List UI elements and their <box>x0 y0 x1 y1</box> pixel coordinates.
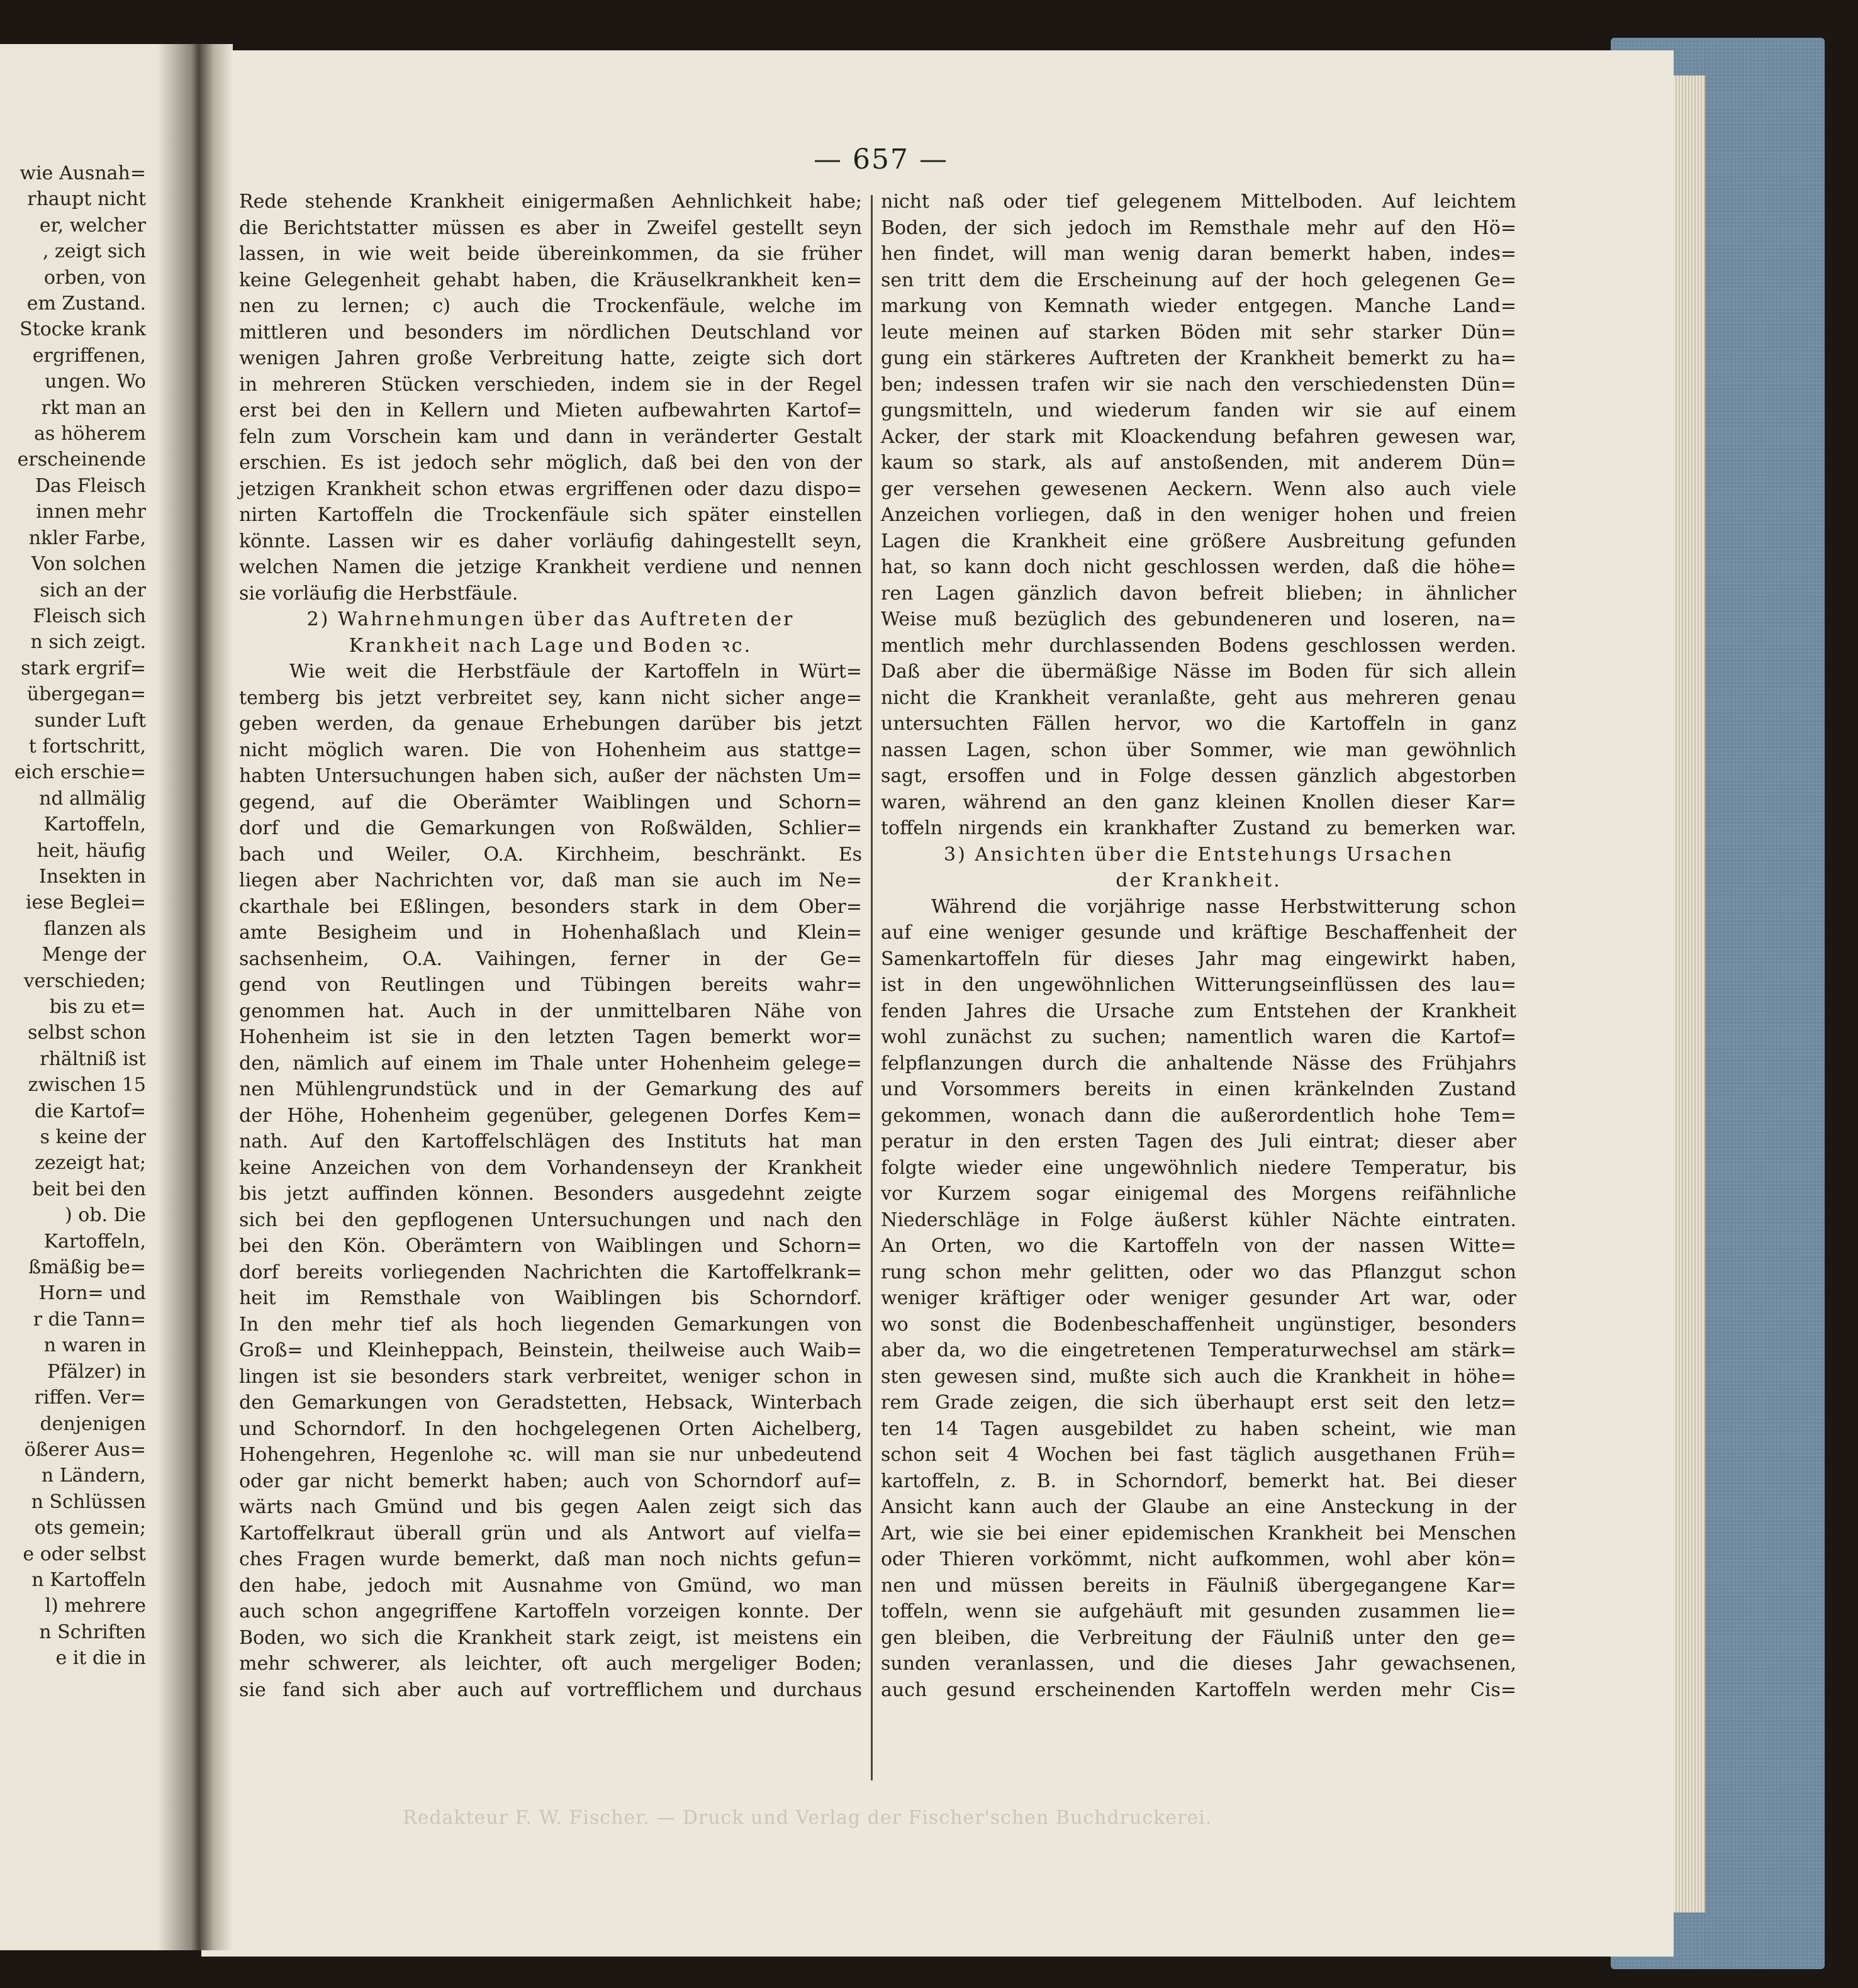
text-line: sie vorläufig die Herbstfäule. <box>239 582 518 605</box>
left-page-line: em Zustand. <box>26 293 146 315</box>
text-line: mentlich mehr durchlassenden Bodens geschlossen werden. <box>881 634 1516 657</box>
text-line: sunden veranlassen, und die dieses Jahr gewachsenen, <box>881 1653 1516 1675</box>
left-page-line: e oder selbst <box>23 1543 146 1565</box>
text-line: sagt, ersoffen und in Folge dessen gänzlich abgestorben <box>881 765 1516 787</box>
text-line: felpflanzungen durch die anhaltende Nässe des Frühjahrs <box>881 1052 1516 1075</box>
text-line: nicht die Krankheit veranlaßte, geht aus mehreren genau <box>881 686 1516 709</box>
text-line: nirten Kartoffeln die Trockenfäule sich später einstellen <box>239 504 862 526</box>
left-page-line: Horn= und <box>38 1282 146 1305</box>
left-page-line: n Schlüssen <box>31 1490 146 1513</box>
text-line: Niederschläge in Folge äußerst kühler Nächte eintraten. <box>881 1209 1516 1231</box>
text-line: 2) Wahrnehmungen über das Auftreten der <box>306 608 795 630</box>
text-line: sen tritt dem die Erscheinung auf der hoch gelegenen Ge= <box>881 269 1516 291</box>
text-line: rung schon mehr gelitten, oder wo das Pflanzgut schon <box>881 1261 1516 1283</box>
text-line: bis jetzt auffinden können. Besonders ausgedehnt zeigte <box>239 1183 862 1205</box>
text-line: feln zum Vorschein kam und dann in veränderter Gestalt <box>239 425 862 448</box>
text-line: keine Gelegenheit gehabt haben, die Kräuselkrankheit ken= <box>239 269 862 291</box>
text-line: oder Thieren vorkömmt, nicht aufkommen, wohl aber kön= <box>881 1548 1516 1570</box>
text-line: den Gemarkungen von Geradstetten, Hebsack, Winterbach <box>239 1392 862 1414</box>
text-line: und Vorsommers bereits in einen kränkelnden Zustand <box>881 1078 1516 1100</box>
text-line: aber da, wo die eingetretenen Temperaturwechsel am stärk= <box>881 1339 1516 1361</box>
text-line: Krankheit nach Lage und Boden ꝛc. <box>349 634 753 657</box>
text-line: wärts nach Gmünd und bis gegen Aalen zeigt sich das <box>239 1496 862 1518</box>
text-line: wenigen Jahren große Verbreitung hatte, zeigte sich dort <box>239 347 862 369</box>
left-page-line: r die Tann= <box>33 1308 146 1331</box>
text-line: Ansicht kann auch der Glaube an eine Ansteckung in der <box>881 1496 1516 1518</box>
printer-footer: Redakteur F. W. Fischer. — Druck und Verlag der Fischer'schen Buchdruckerei. <box>403 1807 1212 1829</box>
text-line: Weise muß bezüglich des gebundeneren und loseren, na= <box>881 608 1516 630</box>
text-line: könnte. Lassen wir es daher vorläufig dahingestellt seyn, <box>239 530 862 552</box>
left-page-line: l) mehrere <box>45 1595 146 1617</box>
text-line: nen und müssen bereits in Fäulniß übergegangene Kar= <box>881 1574 1516 1597</box>
book-gutter <box>157 44 233 1950</box>
left-page-line: stark ergrif= <box>21 657 146 679</box>
left-page-line: bis zu et= <box>49 996 146 1018</box>
text-line: ren Lagen gänzlich davon befreit blieben; in ähnlicher <box>881 582 1516 605</box>
left-page-line: beit bei den <box>32 1178 146 1200</box>
text-line: habten Untersuchungen haben sich, außer der nächsten Um= <box>239 765 862 787</box>
text-line: auch gesund erscheinenden Kartoffeln werden mehr Cis= <box>881 1678 1516 1701</box>
column-divider <box>871 195 873 1780</box>
text-line: sich bei den gepflogenen Untersuchungen und nach den <box>239 1209 862 1231</box>
left-page-line: s keine der <box>40 1126 146 1149</box>
text-line: schon seit 4 Wochen bei fast täglich ausgethanen Früh= <box>881 1444 1516 1466</box>
left-page-line: rhaupt nicht <box>27 188 146 211</box>
left-page-line: die Kartof= <box>34 1100 146 1122</box>
left-page-line: nkler Farbe, <box>28 527 146 549</box>
left-page-line: ) ob. Die <box>65 1204 146 1227</box>
text-line: jetzigen Krankheit schon etwas ergriffenen oder dazu dispo= <box>239 477 862 500</box>
left-page-line: übergegan= <box>26 683 146 706</box>
text-line: Boden, wo sich die Krankheit stark zeigt, ist meistens ein <box>239 1626 862 1649</box>
text-line: ches Fragen wurde bemerkt, daß man noch nichts gefun= <box>239 1548 862 1570</box>
text-line: amte Besigheim und in Hohenhaßlach und Klein= <box>239 922 862 944</box>
left-page-line: ots gemein; <box>34 1517 146 1539</box>
left-page-line: t fortschritt, <box>28 735 146 757</box>
text-line: sachsenheim, O.A. Vaihingen, ferner in der Ge= <box>239 947 862 970</box>
text-line: dorf und die Gemarkungen von Roßwälden, Schlier= <box>239 817 862 839</box>
text-line: ger versehen gewesenen Aeckern. Wenn also auch viele <box>881 477 1516 500</box>
text-line: fenden Jahres die Ursache zum Entstehen der Krankheit <box>881 1000 1516 1022</box>
left-page-line: ßmäßig be= <box>28 1256 146 1279</box>
left-page-line: orben, von <box>43 266 146 289</box>
text-line: Hohengehren, Hegenlohe ꝛc. will man sie nur unbedeutend <box>239 1444 862 1466</box>
text-line: folgte wieder eine ungewöhnlich niedere Temperatur, bis <box>881 1156 1516 1179</box>
left-page-line: Das Fleisch <box>35 474 146 497</box>
text-line: mehr schwerer, als leichter, oft auch mergeliger Boden; <box>239 1653 862 1675</box>
text-line: kartoffeln, z. B. in Schorndorf, bemerkt hat. Bei dieser <box>881 1470 1516 1492</box>
text-line: peratur in den ersten Tagen des Juli eintrat; dieser aber <box>881 1131 1516 1153</box>
left-page-text <box>0 160 146 1672</box>
left-page-line: Stocke krank <box>20 318 146 341</box>
text-line: leute meinen auf starken Böden mit sehr starker Dün= <box>881 321 1516 343</box>
text-column-right <box>881 189 1516 1703</box>
text-line: auf eine weniger gesunde und kräftige Beschaffenheit der <box>881 922 1516 944</box>
text-line: nassen Lagen, schon über Sommer, wie man gewöhnlich <box>881 739 1516 761</box>
text-line: toffeln, wenn sie aufgehäuft mit gesunden zusammen lie= <box>881 1600 1516 1622</box>
text-line: nen zu lernen; c) auch die Trockenfäule, welche im <box>239 295 862 317</box>
text-line: Art, wie sie bei einer epidemischen Krankheit bei Menschen <box>881 1522 1516 1544</box>
left-page-line: eich erschie= <box>14 761 146 784</box>
left-page-line: innen mehr <box>36 501 146 523</box>
text-line: Kartoffelkraut überall grün und als Antwort auf vielfa= <box>239 1522 862 1544</box>
text-column-left <box>239 189 862 1703</box>
text-line: ckarthale bei Eßlingen, besonders stark in dem Ober= <box>239 895 862 918</box>
text-line: gung ein stärkeres Auftreten der Krankheit bemerkt zu ha= <box>881 347 1516 369</box>
text-line: temberg bis jetzt verbreitet sey, kann nicht sicher ange= <box>239 686 862 709</box>
text-line: ist in den ungewöhnlichen Witterungseinflüssen des lau= <box>881 974 1516 996</box>
text-line: gungsmitteln, und wiederum fanden wir sie auf einem <box>881 399 1516 422</box>
text-line: 3) Ansichten über die Entstehungs Ursachen <box>943 843 1454 866</box>
text-line: keine Anzeichen von dem Vorhandenseyn der Krankheit <box>239 1156 862 1179</box>
left-page-line: Kartoffeln, <box>43 813 146 836</box>
left-page-line: ößerer Aus= <box>24 1438 146 1461</box>
left-page-line: Von solchen <box>31 553 146 576</box>
left-page-line: ungen. Wo <box>45 371 146 393</box>
text-line: Boden, der sich jedoch im Remsthale mehr auf den Hö= <box>881 216 1516 239</box>
left-page-line: Fleisch sich <box>33 605 146 627</box>
left-page-line: heit, häufig <box>36 839 146 862</box>
page-number: — 657 — <box>814 143 948 176</box>
text-line: rem Grade zeigen, die sich überhaupt erst seit den letz= <box>881 1392 1516 1414</box>
text-line: gend von Reutlingen und Tübingen bereits wahr= <box>239 974 862 996</box>
text-line: die Berichtstatter müssen es aber in Zweifel gestellt seyn <box>239 216 862 239</box>
text-line: sten gewesen sind, mußte sich auch die Krankheit in höhe= <box>881 1365 1516 1388</box>
text-line: untersuchten Fällen hervor, wo die Kartoffeln in ganz <box>881 713 1516 735</box>
left-page-line: Kartoffeln, <box>43 1230 146 1253</box>
text-line: wo sonst die Bodenbeschaffenheit ungünstiger, besonders <box>881 1313 1516 1336</box>
text-line: in mehreren Stücken verschieden, indem sie in der Regel <box>239 373 862 396</box>
left-page-line: erscheinende <box>17 449 146 471</box>
left-page-line: zwischen 15 <box>28 1074 146 1097</box>
text-line: Lagen die Krankheit eine größere Ausbreitung gefunden <box>881 530 1516 552</box>
text-line: Anzeichen vorliegen, daß in den weniger hohen und freien <box>881 504 1516 526</box>
text-line: Daß aber die übermäßige Nässe im Boden für sich allein <box>881 661 1516 683</box>
text-line: welchen Namen die jetzige Krankheit verdiene und nennen <box>239 556 862 578</box>
text-line: weniger kräftiger oder weniger gesunder Art war, oder <box>881 1287 1516 1309</box>
text-line: kaum so stark, als auf anstoßenden, mit anderem Dün= <box>881 452 1516 474</box>
text-line: wohl zunächst zu suchen; namentlich waren die Kartof= <box>881 1026 1516 1048</box>
text-line: bei den Kön. Oberämtern von Waiblingen und Schorn= <box>239 1235 862 1257</box>
text-line: heit im Remsthale von Waiblingen bis Schorndorf. <box>239 1287 862 1309</box>
text-line: waren, während an den ganz kleinen Knollen dieser Kar= <box>881 791 1516 813</box>
left-page-line: , zeigt sich <box>42 240 146 263</box>
text-line: liegen aber Nachrichten vor, daß man sie auch im Ne= <box>239 869 862 891</box>
text-line: Wie weit die Herbstfäule der Kartoffeln in Würt= <box>289 661 862 683</box>
left-page-line: Insekten in <box>38 865 146 888</box>
text-line: oder gar nicht bemerkt haben; auch von Schorndorf auf= <box>239 1470 862 1492</box>
left-page-line: sunder Luft <box>34 709 146 732</box>
text-line: den, nämlich auf einem im Thale unter Hohenheim gelege= <box>239 1052 862 1075</box>
text-line: auch schon angegriffene Kartoffeln vorzeigen konnte. Der <box>239 1600 862 1622</box>
left-page-line: wie Ausnah= <box>20 162 146 184</box>
text-line: dorf bereits vorliegenden Nachrichten die Kartoffelkrank= <box>239 1261 862 1283</box>
left-page-line: rkt man an <box>41 396 146 419</box>
text-line: mittleren und besonders im nördlichen Deutschland vor <box>239 321 862 343</box>
left-page-line: riffen. Ver= <box>34 1387 146 1409</box>
text-line: erst bei den in Kellern und Mieten aufbewahrten Kartof= <box>239 399 862 422</box>
text-line: nen Mühlengrundstück und in der Gemarkung des auf <box>239 1078 862 1100</box>
text-line: toffeln nirgends ein krankhafter Zustand zu bemerken war. <box>881 817 1516 839</box>
left-page-line: selbst schon <box>28 1022 146 1044</box>
text-line: An Orten, wo die Kartoffeln von der nassen Witte= <box>881 1235 1516 1257</box>
left-page-line: n Schriften <box>39 1621 146 1643</box>
text-line: gegend, auf die Oberämter Waiblingen und Schorn= <box>239 791 862 813</box>
text-line: der Krankheit. <box>1116 869 1282 891</box>
text-line: nath. Auf den Kartoffelschlägen des Instituts hat man <box>239 1131 862 1153</box>
left-page-line: nd allmälig <box>39 787 146 810</box>
left-page-line: flanzen als <box>43 917 146 940</box>
text-line: Rede stehende Krankheit einigermaßen Aehnlichkeit habe; <box>239 191 862 213</box>
text-line: bach und Weiler, O.A. Kirchheim, beschränkt. Es <box>239 843 862 866</box>
left-page-line: as höherem <box>34 423 146 445</box>
text-line: ten 14 Tagen ausgebildet zu haben scheint, wie man <box>881 1417 1516 1440</box>
text-line: Hohenheim ist sie in den letzten Tagen bemerkt wor= <box>239 1026 862 1048</box>
left-page-line: verschieden; <box>23 969 146 992</box>
text-line: geben werden, da genaue Erhebungen darüber bis jetzt <box>239 713 862 735</box>
text-line: Groß= und Kleinheppach, Beinstein, theilweise auch Waib= <box>239 1339 862 1361</box>
text-line: vor Kurzem sogar einigemal des Morgens reifähnliche <box>881 1183 1516 1205</box>
left-page-line: rhältniß ist <box>40 1047 146 1070</box>
text-line: Während die vorjährige nasse Herbstwitterung schon <box>931 895 1516 918</box>
text-line: erschien. Es ist jedoch sehr möglich, daß bei den von der <box>239 452 862 474</box>
text-line: gekommen, wonach dann die außerordentlich hohe Tem= <box>881 1104 1516 1127</box>
left-page-line: iese Beglei= <box>25 891 146 914</box>
left-page-line: Pfälzer) in <box>47 1360 146 1383</box>
text-line: der Höhe, Hohenheim gegenüber, gelegenen Dorfes Kem= <box>239 1104 862 1127</box>
left-page-line: zezeigt hat; <box>35 1152 146 1175</box>
text-line: genommen hat. Auch in der unmittelbaren Nähe von <box>239 1000 862 1022</box>
text-line: lingen ist sie besonders stark verbreitet, weniger schon in <box>239 1365 862 1388</box>
left-page-line: ergriffenen, <box>32 344 146 367</box>
left-page-line: er, welcher <box>39 214 146 237</box>
text-line: Samenkartoffeln für dieses Jahr mag eingewirkt haben, <box>881 947 1516 970</box>
text-line: den habe, jedoch mit Ausnahme von Gmünd, wo man <box>239 1574 862 1597</box>
text-line: nicht möglich waren. Die von Hohenheim aus stattge= <box>239 739 862 761</box>
text-line: und Schorndorf. In den hochgelegenen Orten Aichelberg, <box>239 1417 862 1440</box>
left-page-line: n sich zeigt. <box>30 631 146 654</box>
text-line: gen bleiben, die Verbreitung der Fäulniß unter den ge= <box>881 1626 1516 1649</box>
left-page-line: denjenigen <box>40 1412 146 1435</box>
text-line: hen findet, will man wenig daran bemerkt haben, indes= <box>881 243 1516 265</box>
text-line: ben; indessen trafen wir sie nach den verschiedensten Dün= <box>881 373 1516 396</box>
left-page-line: n waren in <box>43 1334 146 1357</box>
text-line: lassen, in wie weit beide übereinkommen, da sie früher <box>239 243 862 265</box>
left-page-line: Menge der <box>42 944 146 966</box>
text-line: In den mehr tief als hoch liegenden Gemarkungen von <box>239 1313 862 1336</box>
left-page-line: e it die in <box>55 1647 146 1670</box>
text-line: nicht naß oder tief gelegenem Mittelboden. Auf leichtem <box>881 191 1516 213</box>
left-page-line: sich an der <box>40 579 146 601</box>
text-line: hat, so kann doch nicht geschlossen werden, daß die höhe= <box>881 556 1516 578</box>
text-line: sie fand sich aber auch auf vortrefflichem und durchaus <box>239 1678 862 1701</box>
left-page-line: n Kartoffeln <box>31 1568 146 1591</box>
text-line: Acker, der stark mit Kloackendung befahren gewesen war, <box>881 425 1516 448</box>
text-line: markung von Kemnath wieder entgegen. Manche Land= <box>881 295 1516 317</box>
left-page-line: n Ländern, <box>41 1465 146 1487</box>
